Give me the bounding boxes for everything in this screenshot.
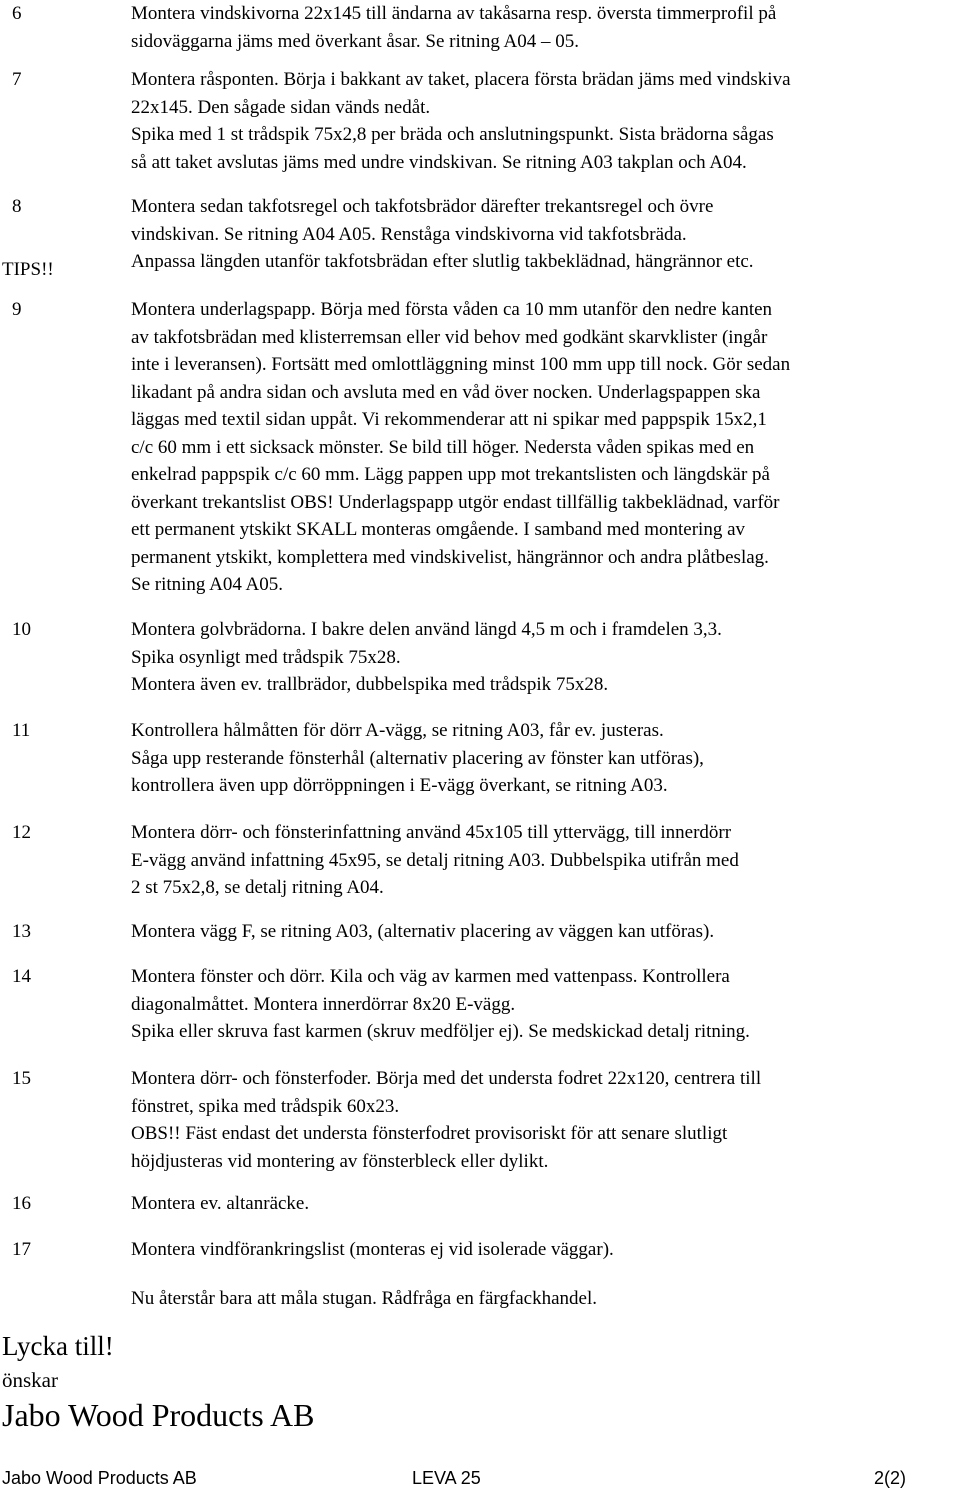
- step-number: 10: [12, 619, 31, 640]
- step-text-line: 22x145. Den sågade sidan vänds nedåt.: [131, 96, 431, 118]
- step-text-line: så att taket avslutas jäms med undre vindskivan. Se ritning A03 takplan och A04.: [131, 151, 747, 173]
- step-text: [131, 1190, 951, 1218]
- step-text-line: enkelrad pappspik c/c 60 mm. Lägg pappen upp mot trekantslisten och längdskär på: [131, 464, 770, 485]
- step-number: 17: [12, 1239, 31, 1260]
- step-text-line: vindskivan. Se ritning A04 A05. Renståga vindskivorna vid takfotsbräda.: [131, 223, 687, 245]
- step-text: [131, 717, 951, 800]
- step-text-line: Montera ev. altanräcke.: [131, 1193, 310, 1214]
- step-text: [131, 819, 951, 902]
- step-text-line: OBS!! Fäst endast det understa fönsterfodret provisoriskt för att senare slutligt: [131, 1123, 728, 1144]
- step-text-line: fönstret, spika med trådspik 60x23.: [131, 1095, 400, 1117]
- step-text: [131, 1065, 951, 1175]
- footer-document-code: LEVA 25: [412, 1468, 481, 1488]
- step-text-line: likadant på andra sidan och avsluta med en våd över nocken. Underlagspappen ska: [131, 381, 761, 403]
- step-text-line: Kontrollera hålmåtten för dörr A-vägg, se ritning A03, får ev. justeras.: [131, 720, 664, 741]
- step-number: 11: [12, 720, 31, 741]
- closing-greeting: Lycka till!: [2, 1331, 114, 1361]
- step-text-line: 2 st 75x2,8, se detalj ritning A04.: [131, 877, 384, 898]
- step-text-line: Anpassa längden utanför takfotsbrädan efter slutlig takbeklädnad, hängrännor etc.: [131, 251, 754, 272]
- closing-company: Jabo Wood Products AB: [2, 1397, 315, 1433]
- step-text-line: ett permanent ytskikt SKALL monteras omgående. I samband med montering av: [131, 519, 746, 540]
- final-note-text: Nu återstår bara att måla stugan. Rådfråga en färgfackhandel.: [131, 1288, 597, 1309]
- step-number: 7: [12, 69, 22, 90]
- step-text-line: Spika med 1 st trådspik 75x2,8 per bräda och anslutningspunkt. Sista brädorna sågas: [131, 124, 774, 145]
- step-text-line: Montera råsponten. Börja i bakkant av taket, placera första brädan jäms med vindskiva: [131, 69, 791, 90]
- step-text-line: överkant trekantslist OBS! Underlagspapp utgör endast tillfällig takbeklädnad, varför: [131, 491, 780, 513]
- step-number: 8: [12, 196, 22, 217]
- step-number: 16: [12, 1193, 31, 1214]
- step-text-line: Montera även ev. trallbrädor, dubbelspika med trådspik 75x28.: [131, 674, 609, 695]
- step-text-line: c/c 60 mm i ett sicksack mönster. Se bild till höger. Nedersta våden spikas med en: [131, 436, 755, 458]
- step-text-line: inte i leveransen). Fortsätt med omlottläggning minst 100 mm upp till nock. Gör sedan: [131, 354, 791, 375]
- step-text-line: sidoväggarna jäms med överkant åsar. Se ritning A04 – 05.: [131, 30, 579, 52]
- step-text-line: Montera dörr- och fönsterfoder. Börja med det understa fodret 22x120, centrera till: [131, 1068, 762, 1089]
- footer-page-number: 2(2): [873, 1468, 906, 1488]
- step-text-line: Montera golvbrädorna. I bakre delen använd längd 4,5 m och i framdelen 3,3.: [131, 619, 722, 640]
- step-text-line: Se ritning A04 A05.: [131, 574, 284, 595]
- step-text-line: av takfotsbrädan med klisterremsan eller vid behov med godkänt skarvklister (ingår: [131, 326, 768, 348]
- step-number: 6: [12, 3, 22, 24]
- step-text: [131, 193, 951, 276]
- step-text: [131, 0, 951, 55]
- step-text-line: höjdjusteras vid montering av fönsterbleck eller dylikt.: [131, 1150, 549, 1172]
- page-footer: [0, 1466, 960, 1490]
- step-text: [131, 918, 951, 946]
- step-text: [131, 66, 951, 176]
- step-text-line: Montera sedan takfotsregel och takfotsbrädor därefter trekantsregel och övre: [131, 196, 714, 217]
- tips-label: TIPS!!: [2, 259, 54, 280]
- step-text-line: Montera vägg F, se ritning A03, (alternativ placering av väggen kan utföras).: [131, 921, 715, 942]
- step-text-line: Montera vindförankringslist (monteras ej vid isolerade väggar).: [131, 1239, 614, 1260]
- step-text-line: Spika eller skruva fast karmen (skruv medföljer ej). Se medskickad detalj ritning.: [131, 1021, 750, 1042]
- step-text-line: Montera underlagspapp. Börja med första våden ca 10 mm utanför den nedre kanten: [131, 299, 773, 320]
- step-number: 15: [12, 1068, 31, 1089]
- closing-wish: önskar: [2, 1368, 58, 1392]
- step-text-line: läggas med textil sidan uppåt. Vi rekommenderar att ni spikar med pappspik 15x2,1: [131, 409, 767, 430]
- step-text: [131, 1236, 951, 1264]
- step-text: [131, 296, 951, 599]
- step-text-line: permanent ytskikt, komplettera med vindskivelist, hängrännor och andra plåtbeslag.: [131, 546, 769, 568]
- step-text: [131, 616, 951, 699]
- step-number: 12: [12, 822, 31, 843]
- step-number: 9: [12, 299, 22, 320]
- step-text-line: Spika osynligt med trådspik 75x28.: [131, 646, 401, 668]
- step-text-line: kontrollera även upp dörröppningen i E-vägg överkant, se ritning A03.: [131, 775, 668, 796]
- step-text-line: E-vägg använd infattning 45x95, se detalj ritning A03. Dubbelspika utifrån med: [131, 849, 739, 871]
- step-text-line: Montera vindskivorna 22x145 till ändarna av takåsarna resp. översta timmerprofil på: [131, 3, 777, 24]
- step-number: 14: [12, 966, 31, 987]
- step-text-line: Montera dörr- och fönsterinfattning använd 45x105 till yttervägg, till innerdörr: [131, 822, 732, 843]
- step-text-line: Montera fönster och dörr. Kila och väg av karmen med vattenpass. Kontrollera: [131, 966, 730, 987]
- footer-company: Jabo Wood Products AB: [2, 1468, 197, 1488]
- step-number: 13: [12, 921, 31, 942]
- step-text-line: diagonalmåttet. Montera innerdörrar 8x20 E-vägg.: [131, 993, 516, 1015]
- step-text-line: Såga upp resterande fönsterhål (alternativ placering av fönster kan utföras),: [131, 747, 704, 769]
- step-text: [131, 963, 951, 1046]
